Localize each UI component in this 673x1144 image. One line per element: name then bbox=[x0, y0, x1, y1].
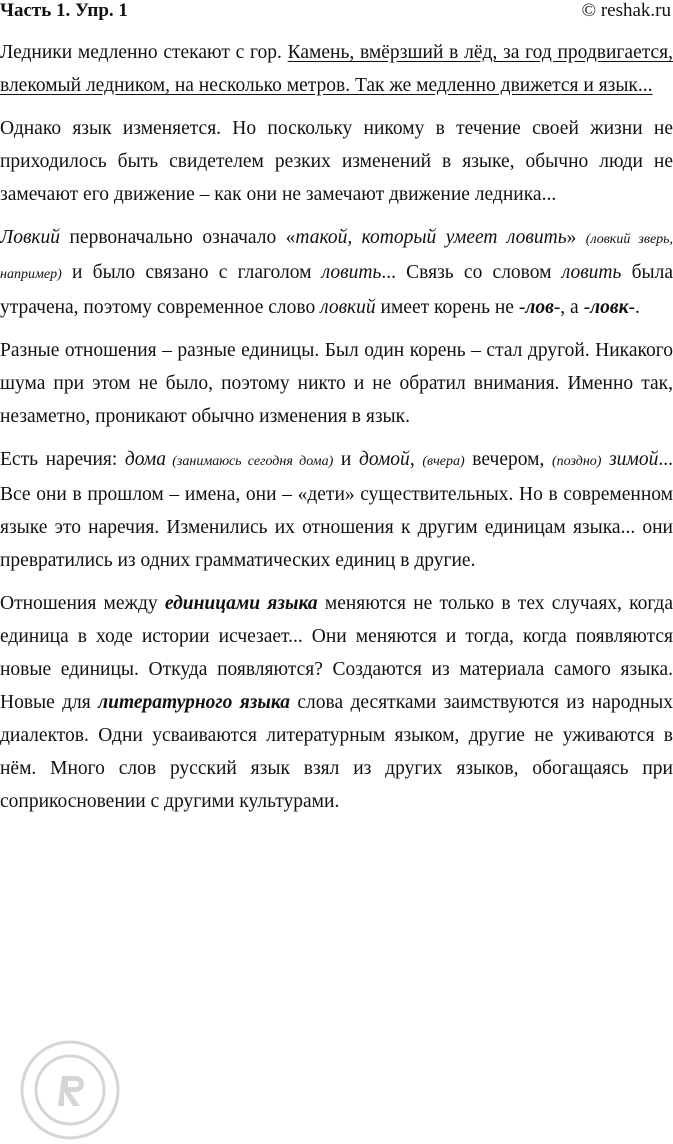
root-lovk: ловк bbox=[590, 297, 629, 318]
exercise-title: Часть 1. Упр. 1 bbox=[0, 0, 128, 21]
text-span: и bbox=[333, 449, 359, 470]
example-note: (ловкий зверь, например) bbox=[0, 232, 673, 282]
paragraph-1 bbox=[0, 36, 673, 102]
page-header bbox=[0, 0, 673, 26]
text-span: была утрачена, поэтому современное слово bbox=[0, 262, 673, 318]
example-note: (поздно) bbox=[551, 454, 602, 469]
text-span: и было связано с глаголом bbox=[61, 262, 322, 283]
text-span: -, а - bbox=[553, 297, 591, 318]
text-span: Отношения между bbox=[0, 593, 165, 614]
text-span: ... Связь со словом bbox=[381, 262, 562, 283]
paragraph-5 bbox=[0, 443, 673, 577]
text-span: меняются не только в тех случаях, когда единица в ходе истории исчезает... Они меняются и тогда, когда появляются новые единицы. Откуда появляются? Создаются из материала самого языка. Новые для bbox=[0, 593, 673, 713]
term-literary-language: литературного языка bbox=[98, 692, 291, 713]
paragraph-2: Однако язык изменяется. Но поскольку никому в течение своей жизни не приходилось быть свидетелем резких изменений в языке, обычно люди не замечают его движение – как они не замечают движение ледника... bbox=[0, 118, 673, 205]
watermark-logo-icon bbox=[0, 1020, 140, 1144]
root-lov: лов bbox=[525, 297, 554, 318]
word-lovkiy: ловкий bbox=[320, 297, 376, 318]
word-domoy: домой bbox=[358, 449, 410, 470]
site-credit[interactable]: © reshak.ru bbox=[581, 0, 671, 21]
text-span bbox=[601, 449, 609, 470]
text-span: имеет корень не - bbox=[375, 297, 526, 318]
paragraph-1-plain: Ледники медленно стекают с гор. bbox=[0, 42, 288, 63]
text-span: » bbox=[566, 227, 586, 248]
word-lovit: ловить bbox=[561, 262, 622, 283]
word-zimoy: зимой bbox=[609, 449, 659, 470]
text-span: вечером, bbox=[464, 449, 552, 470]
text-span: , bbox=[409, 449, 423, 470]
example-note: (занимаюсь сегодня дома) bbox=[165, 454, 334, 469]
document-body bbox=[0, 36, 673, 828]
word-doma: дома bbox=[124, 449, 166, 470]
paragraph-6 bbox=[0, 587, 673, 818]
text-span: ... Все они в прошлом – имена, они – «дети» существительных. Но в современном языке это наречия. Изменились их отношения к другим единицам языка... они превратились из одних грамматических единиц в другие. bbox=[0, 449, 673, 571]
text-span: первоначально означало « bbox=[60, 227, 296, 248]
word-lovit: ловить bbox=[321, 262, 382, 283]
paragraph-1-underlined: Камень, вмёрзший в лёд, за год продвигается, влекомый ледником, на несколько метров. Так же медленно движется и язык... bbox=[0, 42, 673, 96]
text-span: слова десятками заимствуются из народных диалектов. Одни усваиваются литературным языком, другие не уживаются в нём. Много слов русский язык взял из других языков, обогащаясь при соприкосновении с другими культурами. bbox=[0, 692, 673, 812]
text-span: Есть наречия: bbox=[0, 449, 125, 470]
text-span: -. bbox=[628, 297, 640, 318]
paragraph-3 bbox=[0, 221, 673, 324]
word-lovkiy: Ловкий bbox=[0, 227, 61, 248]
term-language-units: единицами языка bbox=[164, 593, 318, 614]
paragraph-4: Разные отношения – разные единицы. Был один корень – стал другой. Никакого шума при этом не было, поэтому никто и не обратил внимания. Именно так, незаметно, проникают обычно изменения в язык. bbox=[0, 340, 673, 427]
word-meaning: такой, который умеет ловить bbox=[295, 227, 567, 248]
example-note: (вчера) bbox=[422, 454, 465, 469]
